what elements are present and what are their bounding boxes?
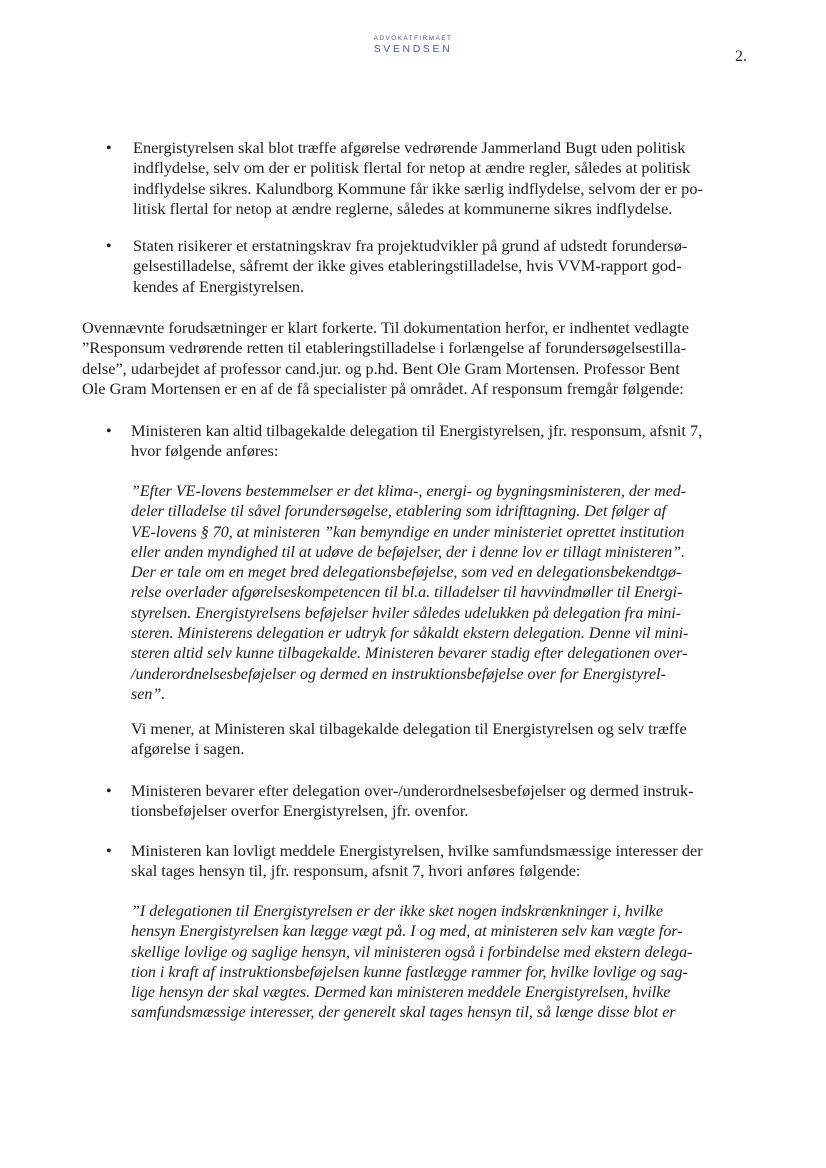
quote-block-delegation <box>131 482 751 705</box>
text-line: Energistyrelsen skal blot træffe afgørelse vedrørende Jammerland Bugt uden politisk <box>133 138 686 157</box>
text-line: skal tages hensyn til, jfr. responsum, afsnit 7, hvori anføres følgende: <box>131 861 581 881</box>
text-line: Ovennævnte forudsætninger er klart forkerte. Til dokumentation herfor, er indhentet vedlagte <box>82 318 690 337</box>
body-paragraph <box>82 318 762 399</box>
text-line: afgørelse i sagen. <box>131 739 245 759</box>
text-line: indflydelse sikres. Kalundborg Kommune får ikke særlig indflydelse, selvom der er po- <box>133 178 703 198</box>
bullet-item-compensation-claim <box>133 236 753 297</box>
quote-line: VE-lovens § 70, at ministeren ”kan bemyndige en under ministeriet oprettet institution <box>131 523 685 541</box>
bullet-marker: • <box>106 238 112 255</box>
quote-line: steren. Ministerens delegation er udtryk for såkaldt ekstern delegation. Denne vil mini- <box>131 625 689 643</box>
letterhead-logo <box>0 34 826 55</box>
quote-line: Der er tale om en meget bred delegationsbeføjelse, som ved en delegationsbekendtgø- <box>131 564 682 582</box>
quote-line: ”I delegationen til Energistyrelsen er der ikke sket nogen indskrænkninger i, hvilke <box>131 903 664 920</box>
text-line: Ministeren bevarer efter delegation over-/underordnelsesbeføjelser og dermed instruk- <box>131 781 694 800</box>
letterhead-firm-name: SVENDSEN <box>373 43 453 55</box>
text-line: Ministeren kan altid tilbagekalde delegation til Energistyrelsen, jfr. responsum, afsnit 7, <box>131 421 703 440</box>
bullet-marker: • <box>106 843 112 860</box>
quote-line: /underordnelsesbeføjelser og dermed en instruktionsbeføjelse over for Energistyrel- <box>131 665 666 683</box>
quote-line: eller anden myndighed til at udøve de beføjelser, der i denne lov er tillagt ministeren”. <box>131 543 685 561</box>
quote-line: hensyn Energistyrelsen kan lægge vægt på. I og med, at ministeren selv kan vægte for- <box>131 923 683 941</box>
opinion-paragraph <box>131 719 751 760</box>
quote-block-instruction <box>131 902 751 1024</box>
quote-line: lige hensyn der skal vægtes. Dermed kan ministeren meddele Energistyrelsen, hvilke <box>131 984 671 1002</box>
text-line: Vi mener, at Ministeren skal tilbagekalde delegation til Energistyrelsen og selv træffe <box>131 719 687 738</box>
page-number: 2. <box>735 48 747 65</box>
bullet-item-revoke-delegation <box>131 421 756 462</box>
text-line: kendes af Energistyrelsen. <box>133 276 305 296</box>
text-line: hvor følgende anføres: <box>131 441 279 461</box>
letterhead-firm-prefix: ADVOKATFIRMAET <box>373 35 453 42</box>
quote-line: sen”. <box>131 685 166 703</box>
text-line: tionsbeføjelser overfor Energistyrelsen, jfr. ovenfor. <box>131 801 469 821</box>
text-line: indflydelse, selv om der er politisk flertal for netop at ændre regler, således at politisk <box>133 158 691 178</box>
bullet-item-instruction-powers <box>131 781 751 822</box>
text-line: delse”, udarbejdet af professor cand.jur. og p.hd. Bent Ole Gram Mortensen. Professor Bent <box>82 358 680 378</box>
quote-line: ”Efter VE-lovens bestemmelser er det klima-, energi- og bygningsministeren, der med- <box>131 483 687 500</box>
text-line: Staten risikerer et erstatningskrav fra projektudvikler på grund af udstedt forundersø- <box>133 236 688 255</box>
quote-line: deler tilladelse til såvel forundersøgelse, etablering som idrifttagning. Det følger af <box>131 503 667 521</box>
text-line: Ole Gram Mortensen er en af de få specialister på området. Af responsum fremgår følgende: <box>82 378 684 398</box>
quote-line: tion i kraft af instruktionsbeføjelsen kunne fastlægge rammer for, hvilke lovlige og sag- <box>131 963 688 981</box>
text-line: gelsestilladelse, såfremt der ikke gives etableringstilladelse, hvis VVM-rapport god- <box>133 256 682 276</box>
bullet-marker: • <box>106 140 112 157</box>
text-line: ”Responsum vedrørende retten til etableringstilladelse i forlængelse af forundersøgelsestilla- <box>82 338 687 358</box>
bullet-item-societal-interests <box>131 841 756 882</box>
bullet-marker: • <box>106 783 112 800</box>
quote-line: steren altid selv kunne tilbagekalde. Ministeren bevarer stadig efter delegationen over- <box>131 645 688 663</box>
quote-line: skellige lovlige og saglige hensyn, vil ministeren også i forbindelse med ekstern delega- <box>131 943 693 961</box>
bullet-marker: • <box>106 423 112 440</box>
bullet-item-political-influence <box>133 138 753 219</box>
quote-line: relse overlader afgørelseskompetencen til bl.a. tilladelser til havvindmøller til Energi- <box>131 584 683 602</box>
text-line: Ministeren kan lovligt meddele Energistyrelsen, hvilke samfundsmæssige interesser der <box>131 841 703 860</box>
quote-line: samfundsmæssige interesser, der generelt skal tages hensyn til, så længe disse blot er <box>131 1004 676 1022</box>
quote-line: styrelsen. Energistyrelsens beføjelser hviler således udelukken på delegation fra mini- <box>131 604 682 622</box>
text-line: litisk flertal for netop at ændre reglerne, således at kommunerne sikres indflydelse. <box>133 198 673 218</box>
